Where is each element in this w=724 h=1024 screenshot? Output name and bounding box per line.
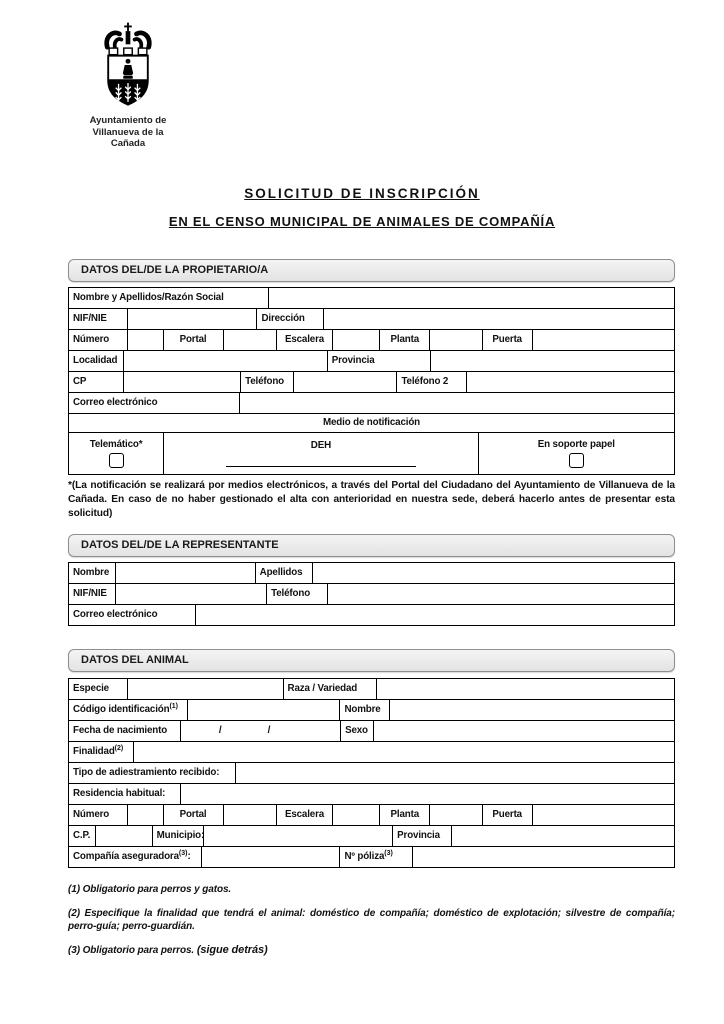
table-row (69, 763, 675, 784)
rep-telefono-field[interactable] (328, 584, 675, 605)
telematico-checkbox[interactable] (109, 453, 124, 468)
table-row (69, 433, 675, 475)
soporte-papel-cell (479, 433, 675, 475)
animal-finalidad-field[interactable] (134, 742, 675, 763)
table-row (69, 605, 675, 626)
owner-localidad-label: Localidad (69, 351, 124, 372)
owner-planta-label: Planta (380, 330, 430, 351)
animal-poliza-label: Nº póliza (3) (340, 847, 413, 868)
animal-nombre-label: Nombre (340, 700, 390, 721)
rep-apellidos-label: Apellidos (256, 563, 313, 584)
owner-portal-field[interactable] (224, 330, 278, 351)
owner-cp-field[interactable] (124, 372, 241, 393)
footnotes-block (68, 883, 675, 957)
owner-nif-field[interactable] (128, 309, 258, 330)
owner-direccion-field[interactable] (324, 309, 675, 330)
animal-residencia-label: Residencia habitual: (69, 784, 181, 805)
rep-nombre-label: Nombre (69, 563, 116, 584)
animal-especie-field[interactable] (128, 679, 284, 700)
logo-caption-line2: Villanueva de la Cañada (92, 126, 164, 149)
animal-residencia-field[interactable] (181, 784, 675, 805)
animal-provincia-label: Provincia (393, 826, 452, 847)
animal-escalera-field[interactable] (333, 805, 381, 826)
owner-puerta-field[interactable] (533, 330, 675, 351)
animal-municipio-field[interactable] (204, 826, 394, 847)
animal-table (68, 678, 675, 868)
table-row (69, 309, 675, 330)
owner-correo-field[interactable] (240, 393, 675, 414)
animal-puerta-label: Puerta (483, 805, 533, 826)
animal-cp-label: C.P. (69, 826, 96, 847)
owner-nif-label: NIF/NIE (69, 309, 128, 330)
municipality-logo-block (78, 0, 178, 150)
animal-cp-field[interactable] (96, 826, 153, 847)
footnote-2: (2) Especifique la finalidad que tendrá el animal: doméstico de compañía; doméstico de explotación; silvestre de compañía; perro-guía; perro-guardián. (68, 907, 675, 932)
owner-portal-label: Portal (164, 330, 224, 351)
table-row (69, 288, 675, 309)
table-row (69, 826, 675, 847)
footnote-3: (3) Obligatorio para perros. (sigue detrás) (68, 943, 268, 956)
table-row (69, 351, 675, 372)
owner-cp-label: CP (69, 372, 124, 393)
animal-provincia-field[interactable] (452, 826, 675, 847)
owner-nombre-razon-label: Nombre y Apellidos/Razón Social (69, 288, 269, 309)
section-header-owner: DATOS DEL/DE LA PROPIETARIO/A (68, 259, 675, 282)
table-row (69, 393, 675, 414)
sigue-detras-note: (sigue detrás) (196, 943, 268, 956)
animal-raza-field[interactable] (377, 679, 675, 700)
owner-provincia-field[interactable] (431, 351, 675, 372)
table-row (69, 584, 675, 605)
animal-aseguradora-label: Compañía aseguradora (3) : (69, 847, 202, 868)
owner-telefono-field[interactable] (294, 372, 398, 393)
table-row (69, 784, 675, 805)
section-header-animal: DATOS DEL ANIMAL (68, 649, 675, 672)
rep-telefono-label: Teléfono (267, 584, 328, 605)
municipality-name (78, 115, 178, 150)
coat-of-arms-icon (95, 20, 161, 112)
owner-puerta-label: Puerta (483, 330, 533, 351)
table-row (69, 721, 675, 742)
owner-planta-field[interactable] (430, 330, 483, 351)
date-slash: / (218, 725, 222, 736)
owner-correo-label: Correo electrónico (69, 393, 240, 414)
animal-portal-label: Portal (164, 805, 224, 826)
animal-poliza-field[interactable] (413, 847, 675, 868)
owner-table (68, 287, 675, 475)
telematico-cell (69, 433, 164, 475)
animal-escalera-label: Escalera (277, 805, 332, 826)
rep-nombre-field[interactable] (116, 563, 256, 584)
deh-label: DEH (310, 439, 332, 451)
date-slash: / (267, 725, 271, 736)
animal-aseguradora-field[interactable] (202, 847, 340, 868)
rep-nif-field[interactable] (116, 584, 268, 605)
owner-escalera-label: Escalera (277, 330, 332, 351)
table-row (69, 372, 675, 393)
owner-localidad-field[interactable] (124, 351, 328, 372)
animal-codigo-label: Código identificación (1) (69, 700, 188, 721)
footnote-1: (1) Obligatorio para perros y gatos. (68, 883, 232, 895)
animal-numero-field[interactable] (128, 805, 164, 826)
owner-numero-label: Número (69, 330, 128, 351)
owner-telefono-label: Teléfono (241, 372, 294, 393)
medio-notificacion-header: Medio de notificación (69, 414, 675, 433)
notification-footnote: *(La notificación se realizará por medios electrónicos, a través del Portal del Ciudadano del Ayuntamiento de Villanueva de la Cañada. En caso de no haber gestionado el alta con anterioridad en nuestra sede, deberá hacerlo antes de presentar esta solicitud) (68, 479, 675, 519)
table-row (69, 805, 675, 826)
animal-sexo-label: Sexo (341, 721, 374, 742)
owner-direccion-label: Dirección (257, 309, 323, 330)
form-title-line1: SOLICITUD DE INSCRIPCIÓN (244, 185, 480, 201)
deh-write-line[interactable] (226, 454, 415, 467)
rep-nif-label: NIF/NIE (69, 584, 116, 605)
table-row (69, 742, 675, 763)
animal-especie-label: Especie (69, 679, 128, 700)
table-row (69, 847, 675, 868)
owner-numero-field[interactable] (128, 330, 164, 351)
animal-planta-label: Planta (380, 805, 430, 826)
animal-municipio-label: Municipio: (153, 826, 204, 847)
owner-telefono2-label: Teléfono 2 (397, 372, 467, 393)
deh-cell (164, 433, 479, 475)
table-row (69, 330, 675, 351)
rep-correo-label: Correo electrónico (69, 605, 196, 626)
owner-escalera-field[interactable] (333, 330, 381, 351)
logo-caption-line1: Ayuntamiento de (89, 115, 167, 126)
table-row (69, 679, 675, 700)
form-title-line2: EN EL CENSO MUNICIPAL DE ANIMALES DE COMPAÑÍA (168, 213, 556, 229)
animal-planta-field[interactable] (430, 805, 483, 826)
owner-nombre-razon-field[interactable] (269, 288, 675, 309)
animal-codigo-field[interactable] (188, 700, 341, 721)
owner-telefono2-field[interactable] (467, 372, 675, 393)
rep-correo-field[interactable] (196, 605, 675, 626)
animal-numero-label: Número (69, 805, 128, 826)
soporte-papel-checkbox[interactable] (569, 453, 584, 468)
table-row (69, 700, 675, 721)
animal-nombre-field[interactable] (390, 700, 675, 721)
animal-finalidad-label: Finalidad (2) (69, 742, 134, 763)
representative-table (68, 562, 675, 626)
animal-sexo-field[interactable] (374, 721, 675, 742)
table-row (69, 414, 675, 433)
table-row (69, 563, 675, 584)
animal-adiestramiento-label: Tipo de adiestramiento recibido: (69, 763, 236, 784)
telematico-label: Telemático* (89, 438, 143, 450)
animal-fecha-field[interactable] (181, 721, 341, 742)
rep-apellidos-field[interactable] (313, 563, 675, 584)
animal-adiestramiento-field[interactable] (236, 763, 675, 784)
animal-puerta-field[interactable] (533, 805, 675, 826)
animal-portal-field[interactable] (224, 805, 278, 826)
owner-provincia-label: Provincia (328, 351, 431, 372)
section-header-representative: DATOS DEL/DE LA REPRESENTANTE (68, 534, 675, 557)
animal-fecha-label: Fecha de nacimiento (69, 721, 181, 742)
soporte-papel-label: En soporte papel (537, 438, 615, 450)
animal-raza-label: Raza / Variedad (284, 679, 378, 700)
